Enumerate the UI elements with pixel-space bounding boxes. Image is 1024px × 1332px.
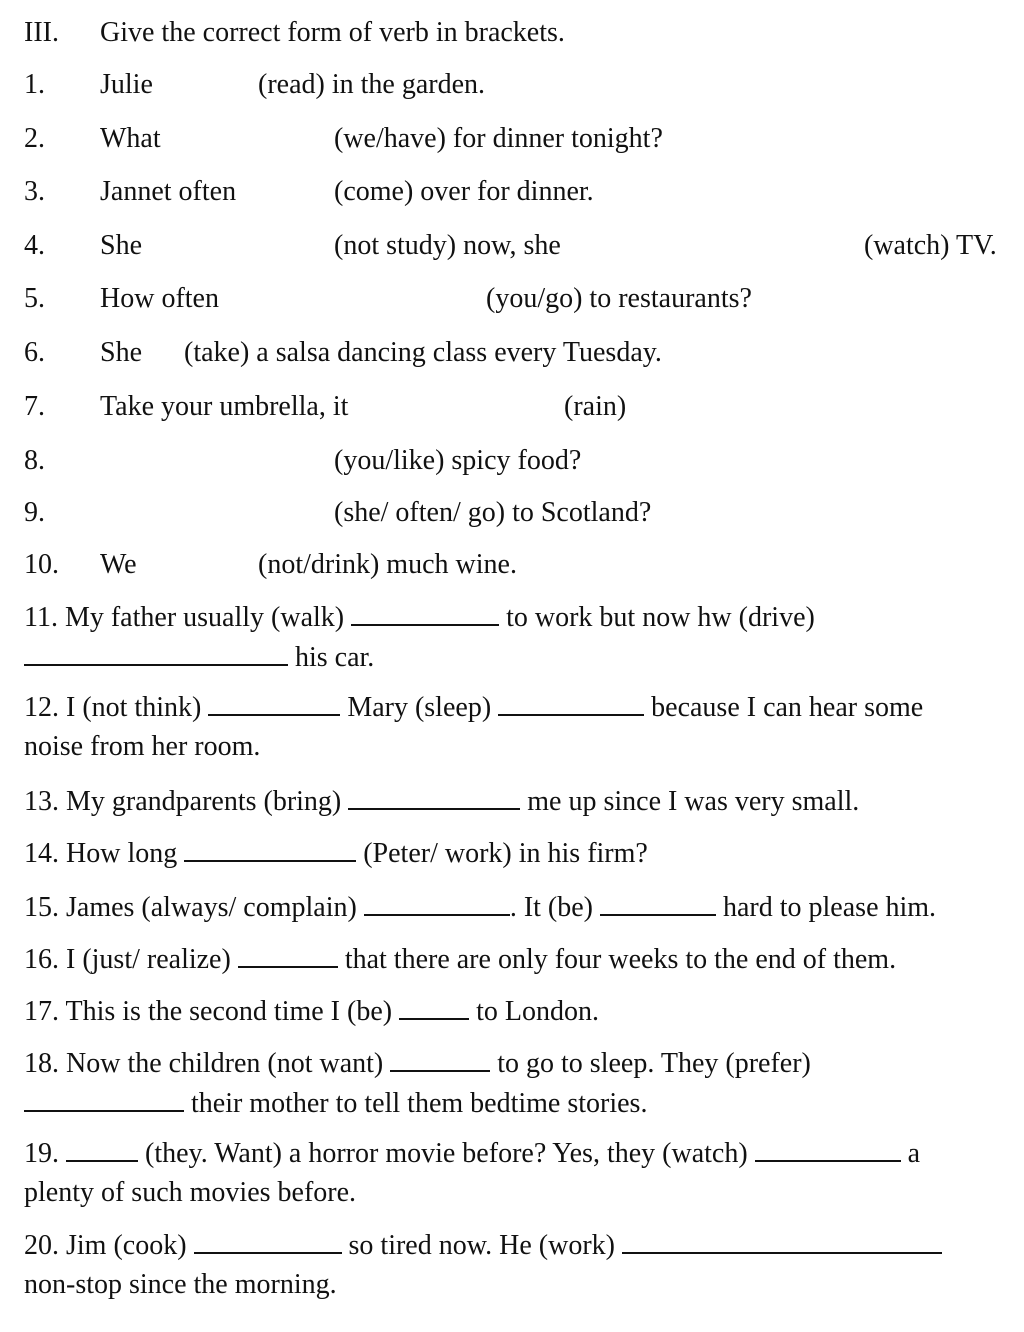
answer-blank[interactable] — [194, 1228, 342, 1254]
section-title: Give the correct form of verb in brackets. — [100, 17, 565, 48]
exercise-19-cont — [24, 1176, 356, 1210]
exercise-number: 2. — [24, 123, 45, 154]
exercise-text: (not/drink) much wine. — [258, 549, 517, 580]
answer-blank[interactable] — [24, 1086, 184, 1112]
exercise-text: hard to please him. — [723, 892, 937, 923]
exercise-11-cont — [24, 640, 374, 675]
exercise-text: (Peter/ work) in his firm? — [363, 838, 648, 869]
exercise-number: 7. — [24, 391, 45, 422]
exercise-text: because I can hear some — [651, 692, 924, 723]
exercise-number: 8. — [24, 445, 45, 476]
exercise-text: We — [100, 549, 137, 580]
answer-blank[interactable] — [184, 836, 356, 862]
section-number: III. — [24, 17, 59, 48]
exercise-text: Jannet often — [100, 176, 237, 207]
exercise-text: What — [100, 123, 161, 154]
exercise-text: Take your umbrella, it — [100, 391, 349, 422]
exercise-18 — [24, 1046, 811, 1081]
exercise-text: me up since I was very small. — [527, 786, 860, 817]
exercise-18-cont — [24, 1086, 647, 1121]
exercise-text: 19. — [24, 1138, 59, 1169]
exercise-17 — [24, 994, 599, 1029]
exercise-text: (she/ often/ go) to Scotland? — [334, 497, 652, 528]
exercise-15 — [24, 890, 936, 925]
exercise-11 — [24, 600, 815, 635]
exercise-12 — [24, 690, 923, 725]
exercise-12-cont — [24, 730, 260, 764]
exercise-text: 20. Jim (cook) — [24, 1230, 187, 1261]
exercise-text: 14. How long — [24, 838, 178, 869]
exercise-text: 18. Now the children (not want) — [24, 1048, 384, 1079]
answer-blank[interactable] — [399, 994, 469, 1020]
answer-blank[interactable] — [238, 942, 338, 968]
exercise-text: their mother to tell them bedtime stories. — [191, 1088, 648, 1119]
answer-blank[interactable] — [208, 690, 340, 716]
exercise-text: so tired now. He (work) — [348, 1230, 615, 1261]
exercise-number: 9. — [24, 497, 45, 528]
exercise-20-cont — [24, 1268, 337, 1302]
exercise-text: . It (be) — [509, 892, 593, 923]
exercise-number: 1. — [24, 69, 45, 100]
exercise-number: 6. — [24, 337, 45, 368]
exercise-text: (you/like) spicy food? — [334, 445, 582, 476]
exercise-text: his car. — [295, 642, 375, 673]
exercise-text: (take) a salsa dancing class every Tuesday. — [184, 337, 662, 368]
exercise-text: 11. My father usually (walk) — [24, 602, 345, 633]
answer-blank[interactable] — [351, 600, 499, 626]
exercise-text: 17. This is the second time I (be) — [24, 996, 393, 1027]
exercise-16 — [24, 942, 896, 977]
answer-blank[interactable] — [600, 890, 716, 916]
exercise-text: 13. My grandparents (bring) — [24, 786, 342, 817]
exercise-text: How often — [100, 283, 219, 314]
answer-blank[interactable] — [364, 890, 510, 916]
exercise-number: 4. — [24, 230, 45, 261]
exercise-number: 3. — [24, 176, 45, 207]
exercise-text: (we/have) for dinner tonight? — [334, 123, 663, 154]
exercise-text: non-stop since the morning. — [24, 1269, 337, 1300]
exercise-text: to work but now hw (drive) — [506, 602, 815, 633]
exercise-text: She — [100, 337, 142, 368]
answer-blank[interactable] — [24, 640, 288, 666]
exercise-text: plenty of such movies before. — [24, 1177, 357, 1208]
exercise-text: 15. James (always/ complain) — [24, 892, 357, 923]
exercise-number: 10. — [24, 549, 59, 580]
exercise-text: a — [907, 1138, 921, 1169]
answer-blank[interactable] — [348, 784, 520, 810]
exercise-text: (rain) — [564, 391, 627, 422]
exercise-text: (watch) TV. — [864, 230, 997, 261]
exercise-text: 16. I (just/ realize) — [24, 944, 231, 975]
exercise-text: (you/go) to restaurants? — [486, 283, 752, 314]
exercise-13 — [24, 784, 859, 819]
answer-blank[interactable] — [390, 1046, 490, 1072]
exercise-text: to go to sleep. They (prefer) — [497, 1048, 811, 1079]
answer-blank[interactable] — [622, 1228, 942, 1254]
exercise-text: (they. Want) a horror movie before? Yes, they (watch) — [145, 1138, 748, 1169]
exercise-text: (come) over for dinner. — [334, 176, 594, 207]
exercise-text: (not study) now, she — [334, 230, 561, 261]
exercise-20 — [24, 1228, 942, 1263]
exercise-text: (read) in the garden. — [258, 69, 485, 100]
exercise-text: that there are only four weeks to the end of them. — [344, 944, 897, 975]
answer-blank[interactable] — [498, 690, 644, 716]
exercise-text: noise from her room. — [24, 731, 261, 762]
exercise-number: 5. — [24, 283, 45, 314]
exercise-text: Mary (sleep) — [347, 692, 492, 723]
answer-blank[interactable] — [66, 1136, 138, 1162]
exercise-19 — [24, 1136, 920, 1171]
exercise-14 — [24, 836, 648, 871]
answer-blank[interactable] — [755, 1136, 901, 1162]
exercise-text: Julie — [100, 69, 153, 100]
exercise-text: She — [100, 230, 142, 261]
exercise-text: 12. I (not think) — [24, 692, 202, 723]
exercise-text: to London. — [476, 996, 599, 1027]
